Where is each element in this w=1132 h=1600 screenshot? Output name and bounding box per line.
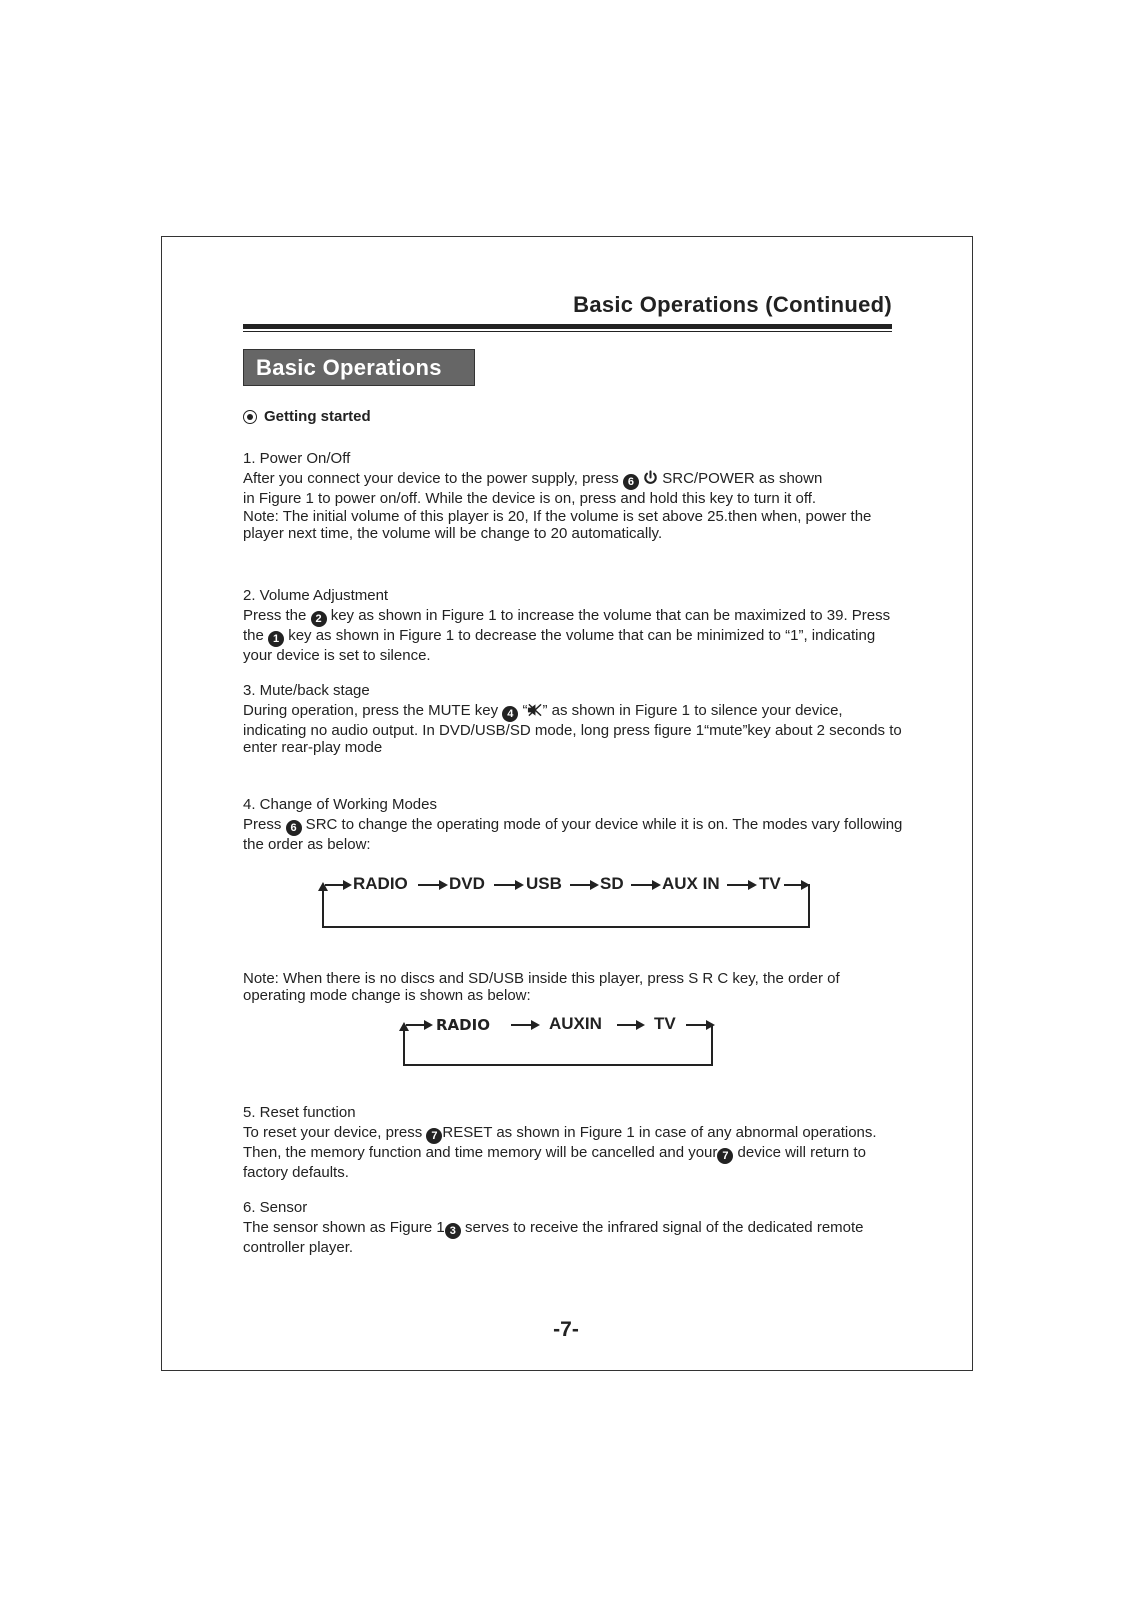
- mute-paragraph: During operation, press the MUTE key 4 “ ” as shown in Figure 1 to silence your device, indicating no audio output. In DVD/USB/SD mode, long press figure 1“mute”key about 2 seconds to enter rear-play mode: [243, 702, 902, 756]
- flow-arrow: [631, 884, 659, 886]
- reset-heading: 5. Reset function: [243, 1104, 356, 1121]
- flow-mode-usb: USB: [526, 874, 562, 893]
- flow2-mode-tv: TV: [654, 1014, 676, 1033]
- flow-arrow: [325, 884, 350, 886]
- flow-arrow: [511, 1024, 538, 1026]
- modes-note: Note: When there is no discs and SD/USB inside this player, press S R C key, the order of operating mode change is shown as below:: [243, 970, 840, 1004]
- power-icon: [643, 470, 658, 485]
- flow-return-line: [322, 926, 810, 928]
- flow-return-line: [711, 1024, 713, 1066]
- flow-mode-dvd: DVD: [449, 874, 485, 893]
- flow-mode-aux-in: AUX IN: [662, 874, 720, 893]
- reset-paragraph: To reset your device, press 7 RESET as shown in Figure 1 in case of any abnormal operations. Then, the memory function and time memory will be cancelled and your 7 device will return to factory defaults.: [243, 1124, 877, 1181]
- flow-mode-sd: SD: [600, 874, 624, 893]
- flow-arrow: [406, 1024, 431, 1026]
- getting-started-label: Getting started: [264, 408, 371, 425]
- flow-arrow: [494, 884, 522, 886]
- key-6-icon: 6: [623, 474, 639, 490]
- mute-heading: 3. Mute/back stage: [243, 682, 370, 699]
- header-rule-thick: [243, 324, 892, 329]
- flow-arrow: [418, 884, 446, 886]
- flow-return-line: [322, 890, 324, 928]
- section-title-box: Basic Operations: [243, 349, 475, 386]
- key-7-icon: 7: [717, 1148, 733, 1164]
- key-2-icon: 2: [311, 611, 327, 627]
- flow-mode-tv: TV: [759, 874, 781, 893]
- flow-arrow: [570, 884, 597, 886]
- page-header-title: Basic Operations (Continued): [573, 292, 892, 317]
- flow2-mode-radio: RADIO: [436, 1016, 490, 1034]
- sensor-paragraph: The sensor shown as Figure 1 3 serves to receive the infrared signal of the dedicated remote controller player.: [243, 1219, 864, 1256]
- flow-arrow: [686, 1024, 713, 1026]
- key-1-icon: 1: [268, 631, 284, 647]
- key-4-icon: 4: [502, 706, 518, 722]
- flow-up-arrowhead: [399, 1022, 409, 1031]
- page-number: -7-: [553, 1318, 579, 1341]
- modes-paragraph: Press 6 SRC to change the operating mode of your device while it is on. The modes vary following the order as below:: [243, 816, 903, 853]
- radio-bullet-icon: [243, 410, 257, 424]
- flow-return-line: [403, 1030, 405, 1066]
- flow-arrow: [784, 884, 808, 886]
- mute-speaker-icon: [527, 703, 542, 717]
- flow-up-arrowhead: [318, 882, 328, 891]
- header-rule-thin: [243, 331, 892, 332]
- volume-paragraph: Press the 2 key as shown in Figure 1 to increase the volume that can be maximized to 39. Press the 1 key as shown in Figure 1 to decrease the volume that can be minimized to “1”, indicating your device is set to silence.: [243, 607, 891, 664]
- flow-return-line: [403, 1064, 713, 1066]
- power-heading: 1. Power On/Off: [243, 450, 351, 467]
- power-paragraph: After you connect your device to the power supply, press 6 SRC/POWER as shown in Figure 1 to power on/off. While the device is on, press and hold this key to turn it off.: [243, 470, 823, 507]
- modes-heading: 4. Change of Working Modes: [243, 796, 437, 813]
- key-3-icon: 3: [445, 1223, 461, 1239]
- flow-mode-radio: RADIO: [353, 874, 408, 893]
- sensor-heading: 6. Sensor: [243, 1199, 308, 1216]
- power-note: Note: The initial volume of this player is 20, If the volume is set above 25.then when, power the player next time, the volume will be change to 20 automatically.: [243, 508, 872, 542]
- flow2-mode-auxin: AUXIN: [549, 1014, 602, 1033]
- key-7-icon: 7: [426, 1128, 442, 1144]
- flow-arrow: [727, 884, 755, 886]
- flow-arrow: [617, 1024, 643, 1026]
- volume-heading: 2. Volume Adjustment: [243, 587, 389, 604]
- key-6-icon: 6: [286, 820, 302, 836]
- flow-return-line: [808, 884, 810, 928]
